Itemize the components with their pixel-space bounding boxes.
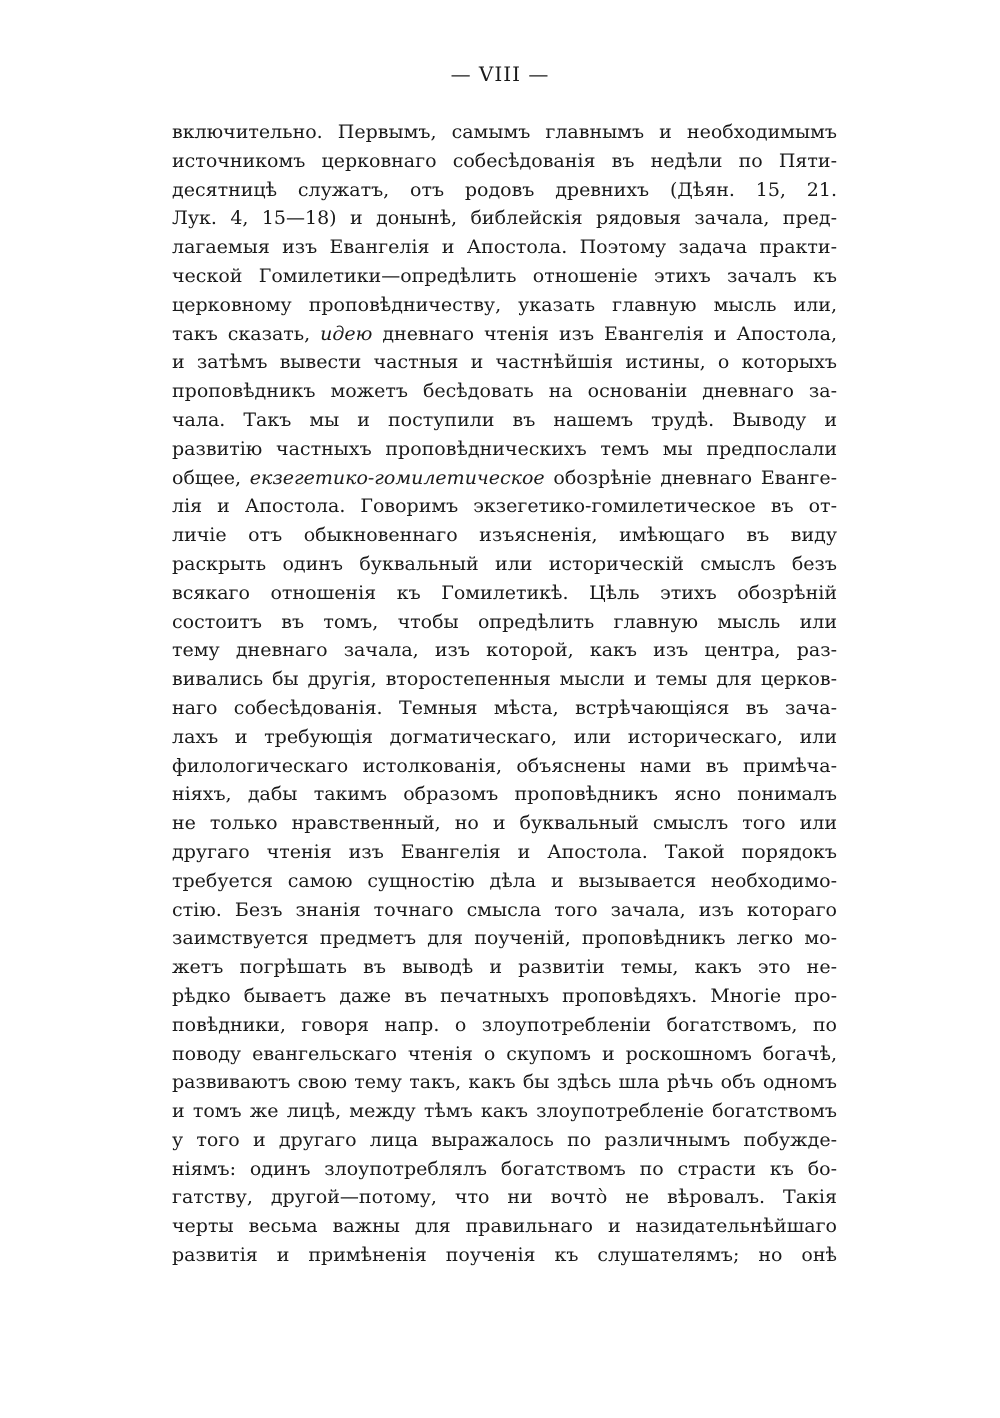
text-line: чала. Такъ мы и поступили въ нашемъ трудѣ. Выводу и <box>172 408 837 431</box>
emphasized-word: екзегетико-гомилетическое <box>249 466 545 489</box>
text-line: тему дневнаго зачала, изъ которой, какъ изъ центра, раз- <box>172 639 837 662</box>
text-line: заимствуется предметъ для поученій, проповѣдникъ легко мо- <box>172 927 837 950</box>
text-line: десятницѣ служатъ, отъ родовъ древнихъ (Дѣян. 15, 21. <box>172 178 837 201</box>
text-line: гатству, другой—потому, что ни вочтò не вѣровалъ. Такія <box>172 1186 837 1209</box>
text-line: источникомъ церковнаго собесѣдованія въ недѣли по Пяти- <box>172 149 837 172</box>
text-line: повѣдники, говоря напр. о злоупотребленіи богатствомъ, по <box>172 1013 837 1036</box>
text-line: лахъ и требующія догматическаго, или историческаго, или <box>172 725 837 748</box>
text-line: развиваютъ свою тему такъ, какъ бы здѣсь шла рѣчь объ одномъ <box>172 1071 837 1094</box>
text-line: и затѣмъ вывести частныя и частнѣйшія истины, о которыхъ <box>172 351 837 374</box>
text-line: всякаго отношенія къ Гомилетикѣ. Цѣль этихъ обозрѣній <box>172 581 837 604</box>
page-number: — VIII — <box>450 62 550 86</box>
text-line: вивались бы другія, второстепенныя мысли и темы для церков- <box>172 668 837 691</box>
text-line: развитія и примѣненія поученія къ слушателямъ; но онѣ <box>172 1244 837 1267</box>
text-line: церковному проповѣдничеству, указать главную мысль или, <box>172 293 837 316</box>
text-line-with-emphasis: общее, екзегетико-гомилетическое обозрѣніе дневнаго Еванге- <box>172 466 837 489</box>
text-line: жетъ погрѣшать въ выводѣ и развитіи темы, какъ это не- <box>172 956 837 979</box>
text-line: ческой Гомилетики—опредѣлить отношеніе этихъ зачалъ къ <box>172 264 837 287</box>
body-text <box>172 118 837 1270</box>
text-line: раскрыть одинъ буквальный или историческій смыслъ безъ <box>172 552 837 575</box>
text-line: проповѣдникъ можетъ бесѣдовать на основаніи дневнаго за- <box>172 380 837 403</box>
text-line: рѣдко бываетъ даже въ печатныхъ проповѣдяхъ. Многіе про- <box>172 984 837 1007</box>
text-line: наго собесѣдованія. Темныя мѣста, встрѣчающіяся въ зача- <box>172 696 837 719</box>
text-line: лагаемыя изъ Евангелія и Апостола. Поэтому задача практи- <box>172 236 837 259</box>
text-line-with-emphasis: такъ сказать, идею дневнаго чтенія изъ Евангелія и Апостола, <box>172 322 837 345</box>
text-line: филологическаго истолкованія, объяснены нами въ примѣча- <box>172 754 837 777</box>
text-line: ніяхъ, дабы такимъ образомъ проповѣдникъ ясно понималъ <box>172 783 837 806</box>
text-line: поводу евангельскаго чтенія о скупомъ и роскошномъ богачѣ, <box>172 1042 837 1065</box>
text-line: не только нравственный, но и буквальный смыслъ того или <box>172 812 837 835</box>
text-line: включительно. Первымъ, самымъ главнымъ и необходимымъ <box>172 121 837 143</box>
text-line: у того и другаго лица выражалось по различнымъ побужде- <box>172 1128 837 1151</box>
text-line: требуется самою сущностію дѣла и вызывается необходимо- <box>172 869 837 892</box>
text-line: черты весьма важны для правильнаго и назидательнѣйшаго <box>172 1215 837 1238</box>
text-line: и томъ же лицѣ, между тѣмъ какъ злоупотребленіе богатствомъ <box>172 1100 837 1123</box>
text-line: развитію частныхъ проповѣдническихъ темъ мы предпослали <box>172 437 837 460</box>
text-line: лія и Апостола. Говоримъ экзегетико-гомилетическое въ от- <box>172 495 837 518</box>
emphasized-word: идею <box>320 322 373 345</box>
text-line: Лук. 4, 15—18) и донынѣ, библейскія рядовыя зачала, пред- <box>172 207 837 230</box>
text-line: ніямъ: одинъ злоупотреблялъ богатствомъ по страсти къ бо- <box>172 1157 837 1180</box>
text-line: стію. Безъ знанія точнаго смысла того зачала, изъ котораго <box>172 898 837 921</box>
text-line: состоитъ въ томъ, чтобы опредѣлить главную мысль или <box>172 610 837 633</box>
text-line: другаго чтенія изъ Евангелія и Апостола. Такой порядокъ <box>172 840 837 863</box>
text-line: личіе отъ обыкновеннаго изъясненія, имѣющаго въ виду <box>172 524 837 547</box>
